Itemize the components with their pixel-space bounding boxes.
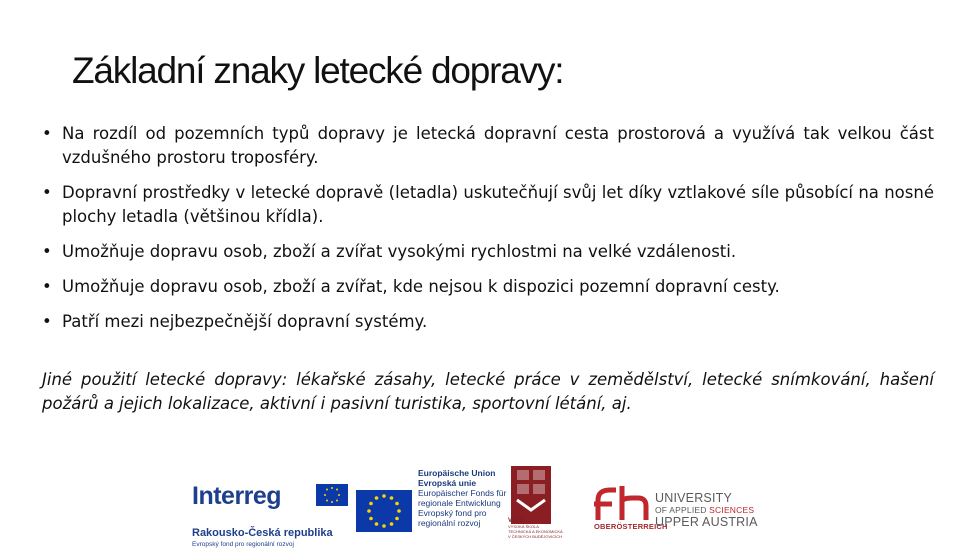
university-line-1: UNIVERSITY bbox=[655, 491, 733, 505]
other-uses-note: Jiné použití letecké dopravy: lékařské zásahy, letecké práce v zemědělství, letecké snímkování, hašení požárů a jejich lokalizace, aktivní i pasivní turistika, sportovní létání, aj. bbox=[42, 370, 934, 413]
bullet-item bbox=[42, 310, 934, 334]
eu-line-4: regionale Entwicklung bbox=[418, 498, 501, 508]
university-line-3: UPPER AUSTRIA bbox=[655, 515, 758, 529]
eu-line-6: regionální rozvoj bbox=[418, 518, 481, 528]
eu-line-3: Europäischer Fonds für bbox=[418, 488, 507, 498]
bullet-icon: • bbox=[42, 124, 52, 143]
bullet-text: Patří mezi nejbezpečnější dopravní systémy. bbox=[62, 312, 428, 331]
eu-line-5: Evropský fond pro bbox=[418, 508, 487, 518]
bullet-list bbox=[42, 122, 934, 345]
eu-line-1: Europäische Union bbox=[418, 468, 496, 478]
vste-caption bbox=[508, 518, 563, 539]
eu-fund-text bbox=[418, 468, 506, 528]
interreg-wordmark: Interreg bbox=[192, 482, 282, 510]
vste-wordmark: VŠTE bbox=[508, 518, 524, 524]
fh-mark-icon bbox=[594, 486, 652, 520]
interreg-logo bbox=[192, 482, 352, 548]
bullet-item bbox=[42, 240, 934, 264]
vste-text-3: V ČESKÝCH BUDĚJOVICÍCH bbox=[508, 534, 563, 539]
vste-text-2: TECHNICKÁ A EKONOMICKÁ bbox=[508, 529, 563, 534]
university-line-2a: OF APPLIED bbox=[655, 505, 707, 515]
university-line-2b: SCIENCES bbox=[709, 505, 755, 515]
vste-text-1: VYSOKÁ ŠKOLA bbox=[508, 524, 539, 529]
bullet-icon: • bbox=[42, 312, 52, 331]
bullet-text: Umožňuje dopravu osob, zboží a zvířat vysokými rychlostmi na velké vzdálenosti. bbox=[62, 242, 737, 261]
bullet-icon: • bbox=[42, 183, 52, 202]
fh-logo bbox=[594, 486, 668, 532]
bullet-icon: • bbox=[42, 277, 52, 296]
vste-logo bbox=[508, 466, 578, 540]
interreg-region: Rakousko-Česká republika bbox=[192, 527, 333, 539]
eu-flag-icon bbox=[356, 490, 412, 532]
partner-logos bbox=[0, 462, 960, 548]
bullet-text: Dopravní prostředky v letecké dopravě (letadla) uskutečňují svůj let díky vztlakové síle působící na nosné plochy letadla (většinou křídla). bbox=[62, 183, 934, 226]
small-eu-flag-icon bbox=[316, 484, 348, 506]
bullet-item bbox=[42, 122, 934, 170]
bullet-item bbox=[42, 181, 934, 229]
bullet-text: Na rozdíl od pozemních typů dopravy je letecká dopravní cesta prostorová a využívá tak velkou část vzdušného prostoru troposféry. bbox=[62, 124, 934, 167]
fh-subtitle: OBERÖSTERREICH bbox=[594, 522, 668, 531]
bullet-item bbox=[42, 275, 934, 299]
slide-title: Základní znaky letecké dopravy: bbox=[72, 50, 564, 91]
vste-shield-icon bbox=[511, 466, 551, 524]
interreg-tagline: Evropský fond pro regionální rozvoj bbox=[192, 541, 294, 548]
bullet-icon: • bbox=[42, 242, 52, 261]
university-logo bbox=[655, 492, 758, 529]
bullet-text: Umožňuje dopravu osob, zboží a zvířat, kde nejsou k dispozici pozemní dopravní cesty. bbox=[62, 277, 780, 296]
eu-line-2: Evropská unie bbox=[418, 478, 477, 488]
